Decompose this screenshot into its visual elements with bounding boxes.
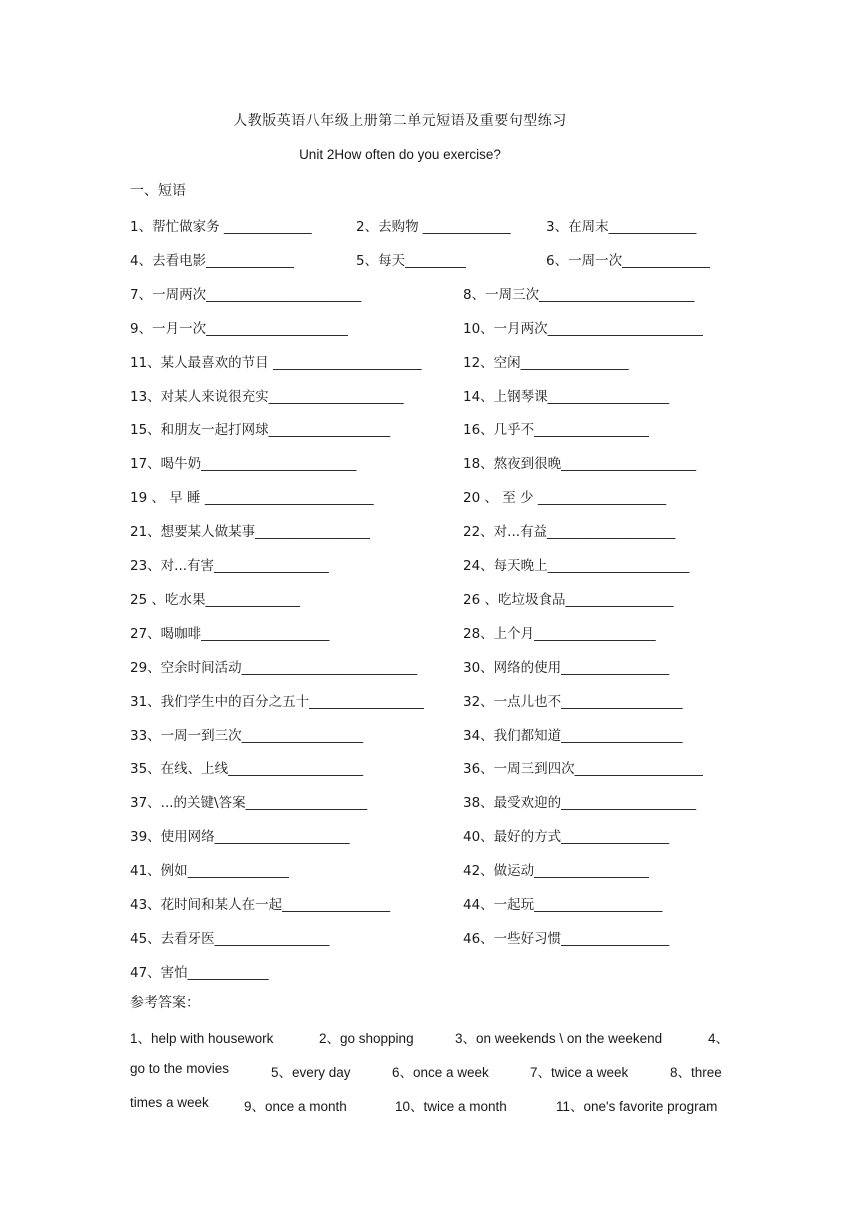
exercise-row bbox=[130, 690, 730, 712]
exercise-item: 4、去看电影_____________ bbox=[130, 252, 294, 269]
exercise-item: 30、网络的使用________________ bbox=[463, 659, 670, 676]
exercise-item: 33、一周一到三次__________________ bbox=[130, 727, 364, 744]
exercise-item: 8、一周三次_______________________ bbox=[463, 286, 695, 303]
exercise-row bbox=[130, 656, 730, 678]
exercise-item: 10、一月两次_______________________ bbox=[463, 320, 703, 337]
exercise-item: 25 、吃水果______________ bbox=[130, 591, 300, 608]
exercise-item: 32、一点儿也不__________________ bbox=[463, 693, 683, 710]
document-title: 人教版英语八年级上册第二单元短语及重要句型练习 bbox=[233, 113, 567, 129]
answer-item: 6、once a week bbox=[392, 1065, 489, 1080]
answer-item: times a week bbox=[130, 1095, 209, 1110]
exercise-item: 43、花时间和某人在一起________________ bbox=[130, 897, 391, 913]
exercise-item: 21、想要某人做某事_________________ bbox=[130, 524, 370, 541]
answer-item: 11、one's favorite program bbox=[556, 1099, 718, 1114]
exercise-item: 41、例如_______________ bbox=[130, 863, 289, 880]
exercise-item: 15、和朋友一起打网球__________________ bbox=[130, 422, 391, 439]
exercise-row bbox=[130, 283, 730, 305]
exercise-item: 26 、吃垃圾食品________________ bbox=[463, 591, 674, 608]
answer-item: 2、go shopping bbox=[319, 1031, 414, 1046]
exercise-row bbox=[130, 249, 730, 271]
answer-item: go to the movies bbox=[130, 1061, 230, 1076]
exercise-item: 18、熬夜到很晚____________________ bbox=[463, 456, 697, 473]
answers-heading: 参考答案： bbox=[130, 995, 200, 1011]
exercise-item: 44、一起玩___________________ bbox=[463, 897, 663, 913]
exercise-item: 38、最受欢迎的____________________ bbox=[463, 795, 697, 812]
answer-item: 5、every day bbox=[271, 1065, 351, 1080]
exercise-item: 13、对某人来说很充实____________________ bbox=[130, 388, 404, 405]
exercise-item: 9、一月一次_____________________ bbox=[130, 320, 348, 337]
exercise-item: 5、每天_________ bbox=[356, 252, 466, 269]
exercise-row bbox=[130, 452, 730, 474]
exercise-row bbox=[130, 215, 730, 237]
answer-item: 1、help with housework bbox=[130, 1031, 274, 1046]
exercise-item: 14、上钢琴课__________________ bbox=[463, 388, 670, 405]
exercise-item: 35、在线、上线____________________ bbox=[130, 761, 364, 778]
exercise-item: 37、...的关键\答案__________________ bbox=[130, 795, 368, 812]
exercise-row bbox=[130, 588, 730, 610]
exercise-item: 39、使用网络____________________ bbox=[130, 829, 350, 846]
exercise-item: 20 、 至 少 ___________________ bbox=[463, 490, 667, 507]
exercise-item: 34、我们都知道__________________ bbox=[463, 727, 683, 744]
exercise-row bbox=[130, 622, 730, 644]
exercise-row bbox=[130, 825, 730, 847]
exercise-item: 45、去看牙医_________________ bbox=[130, 930, 330, 947]
exercise-item: 1、帮忙做家务 _____________ bbox=[130, 219, 312, 235]
exercise-item: 29、空余时间活动__________________________ bbox=[130, 659, 418, 676]
exercise-item: 36、一周三到四次___________________ bbox=[463, 761, 703, 778]
exercise-item: 40、最好的方式________________ bbox=[463, 829, 670, 846]
exercise-item: 24、每天晚上_____________________ bbox=[463, 558, 690, 574]
exercise-item: 6、一周一次_____________ bbox=[546, 252, 710, 269]
exercise-item: 19 、 早 睡 _________________________ bbox=[130, 490, 374, 507]
answer-item: 4、 bbox=[708, 1031, 730, 1046]
exercise-row bbox=[130, 486, 730, 508]
exercise-item: 23、对...有害_________________ bbox=[130, 558, 329, 574]
exercise-item: 47、害怕____________ bbox=[130, 964, 269, 981]
section-heading: 一、短语 bbox=[130, 183, 186, 199]
exercise-item: 27、喝咖啡___________________ bbox=[130, 625, 330, 642]
exercise-row bbox=[130, 757, 730, 779]
answer-item: 10、twice a month bbox=[395, 1099, 507, 1114]
exercise-item: 3、在周末_____________ bbox=[546, 219, 697, 235]
exercise-row bbox=[130, 385, 730, 407]
exercise-item: 22、对...有益___________________ bbox=[463, 524, 676, 541]
document-subtitle: Unit 2How often do you exercise? bbox=[299, 147, 501, 162]
exercise-item: 46、一些好习惯________________ bbox=[463, 930, 670, 947]
exercise-item: 12、空闲________________ bbox=[463, 354, 629, 371]
exercise-item: 28、上个月__________________ bbox=[463, 625, 656, 642]
answer-item: 3、on weekends \ on the weekend bbox=[455, 1031, 663, 1046]
exercise-item: 16、几乎不_________________ bbox=[463, 422, 649, 439]
exercise-row bbox=[130, 554, 730, 576]
exercise-item: 42、做运动_________________ bbox=[463, 863, 649, 880]
answer-item: 8、three bbox=[670, 1065, 722, 1080]
exercise-item: 17、喝牛奶_______________________ bbox=[130, 456, 357, 473]
exercise-row bbox=[130, 893, 730, 915]
answer-item: 7、twice a week bbox=[530, 1065, 629, 1080]
exercise-row bbox=[130, 351, 730, 373]
exercise-row bbox=[130, 317, 730, 339]
exercise-row bbox=[130, 859, 730, 881]
exercise-item: 7、一周两次_______________________ bbox=[130, 286, 362, 303]
exercise-row bbox=[130, 418, 730, 440]
exercise-item: 31、我们学生中的百分之五十_________________ bbox=[130, 693, 424, 710]
exercise-item: 2、去购物 _____________ bbox=[356, 219, 511, 235]
exercise-item: 11、某人最喜欢的节目 ______________________ bbox=[130, 354, 422, 371]
exercise-row bbox=[130, 520, 730, 542]
exercise-row bbox=[130, 961, 730, 983]
exercise-row bbox=[130, 927, 730, 949]
exercise-row bbox=[130, 724, 730, 746]
exercise-row bbox=[130, 791, 730, 813]
answer-item: 9、once a month bbox=[244, 1099, 347, 1114]
